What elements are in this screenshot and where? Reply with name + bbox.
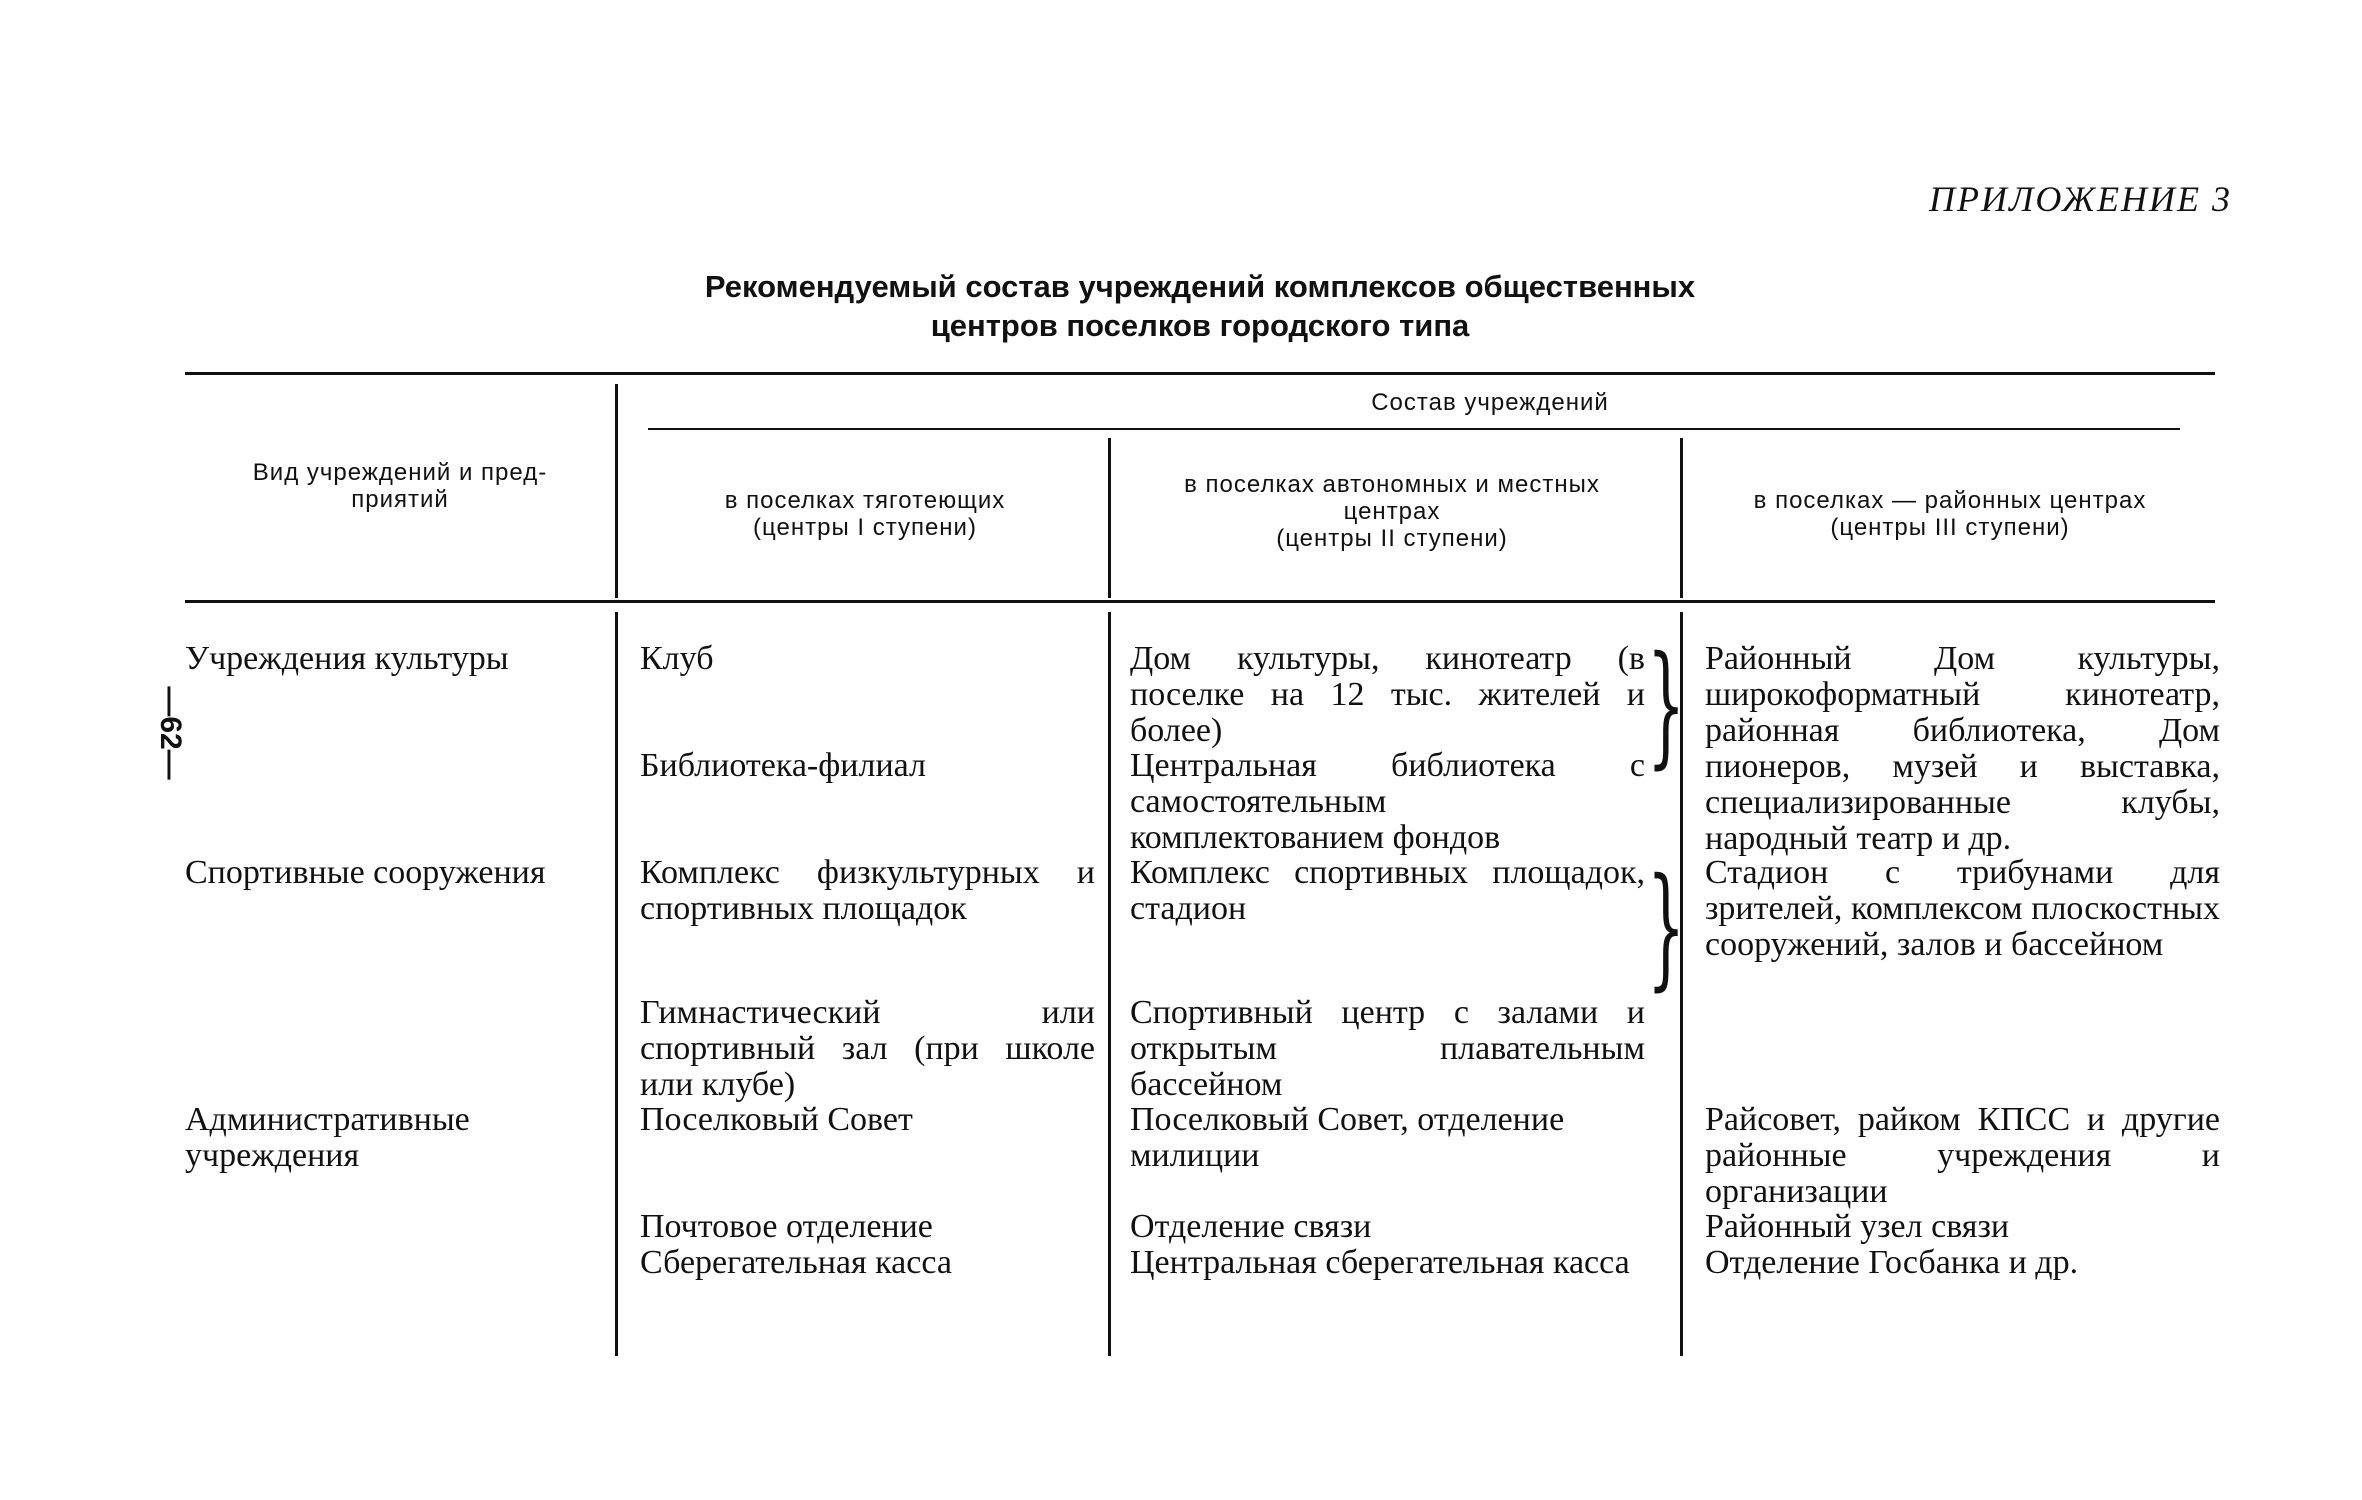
culture-col1-library: Библиотека-филиал: [640, 747, 926, 784]
admin-col2-council: Поселковый Совет, отделение милиции: [1130, 1101, 1565, 1174]
appendix-label: ПРИЛОЖЕНИЕ 3: [1929, 179, 2232, 219]
col-divider-2-body: [1108, 612, 1111, 1356]
page-number: —62—: [154, 686, 187, 780]
admin-col1-council: Поселковый Совет: [640, 1101, 913, 1138]
sport-col2-complex: Комплекс спортивных площадок, стадион: [1130, 854, 1645, 927]
header-bottom-rule: [185, 600, 2215, 603]
col-divider-1: [615, 384, 618, 598]
col-divider-2: [1108, 438, 1111, 598]
table-top-rule: [185, 372, 2215, 375]
header-col-type: Вид учреждений и пред- приятий: [252, 459, 548, 513]
admin-col3-communication: Районный узел связи: [1705, 1208, 2010, 1245]
culture-col3: Районный Дом культуры, широкоформатный кинотеатр, районная библиотека, Дом пионеров, музей и выставка, специализированные клубы, народный театр и др.: [1705, 640, 2220, 857]
row-label-admin: Административные учреждения: [185, 1101, 470, 1174]
row-label-sport: Спортивные сооружения: [185, 854, 546, 891]
header-col-1: в поселках тяготеющих (центры I ступени): [724, 487, 1006, 541]
admin-col1-savings: Сберегательная касса: [640, 1244, 952, 1281]
table-title: [560, 268, 1840, 346]
brace-culture: }: [1647, 629, 1686, 783]
sport-col2-center: Спортивный центр с залами и открытым плавательным бассейном: [1130, 994, 1645, 1103]
admin-col1-post: Почтовое отделение: [640, 1208, 933, 1245]
admin-col3-council: Райсовет, райком КПСС и другие районные учреждения и организации: [1705, 1101, 2220, 1210]
culture-col2-library: Центральная библиотека с самостоятельным комплектованием фондов: [1130, 747, 1645, 856]
header-col-3: в поселках — районных центрах (центры III ступени): [1753, 487, 2147, 541]
culture-col2-house: Дом культуры, кинотеатр (в поселке на 12 тыс. жителей и более): [1130, 640, 1645, 749]
col-divider-3: [1680, 438, 1683, 598]
admin-col3-bank: Отделение Госбанка и др.: [1705, 1244, 2079, 1281]
sport-col1-gym: Гимнастический или спортивный зал (при школе или клубе): [640, 994, 1095, 1103]
row-label-culture: Учреждения культуры: [185, 640, 509, 677]
sport-col3: Стадион с трибунами для зрителей, комплексом плоскостных сооружений, залов и бассейном: [1705, 854, 2220, 963]
admin-col2-savings: Центральная сберегательная касса: [1130, 1244, 1630, 1281]
header-group: Состав учреждений: [1371, 389, 1609, 416]
culture-col1-club: Клуб: [640, 640, 714, 677]
admin-col2-communication: Отделение связи: [1130, 1208, 1372, 1245]
brace-sport: }: [1647, 851, 1686, 1005]
title-line-1: Рекомендуемый состав учреждений комплексов общественных: [704, 269, 1696, 304]
col-divider-1-body: [615, 612, 618, 1356]
group-header-rule: [648, 428, 2180, 430]
title-line-2: центров поселков городского типа: [930, 307, 1470, 343]
header-col-2: в поселках автономных и местных центрах (центры II ступени): [1184, 471, 1600, 552]
sport-col1-complex: Комплекс физкультурных и спортивных площадок: [640, 854, 1095, 927]
